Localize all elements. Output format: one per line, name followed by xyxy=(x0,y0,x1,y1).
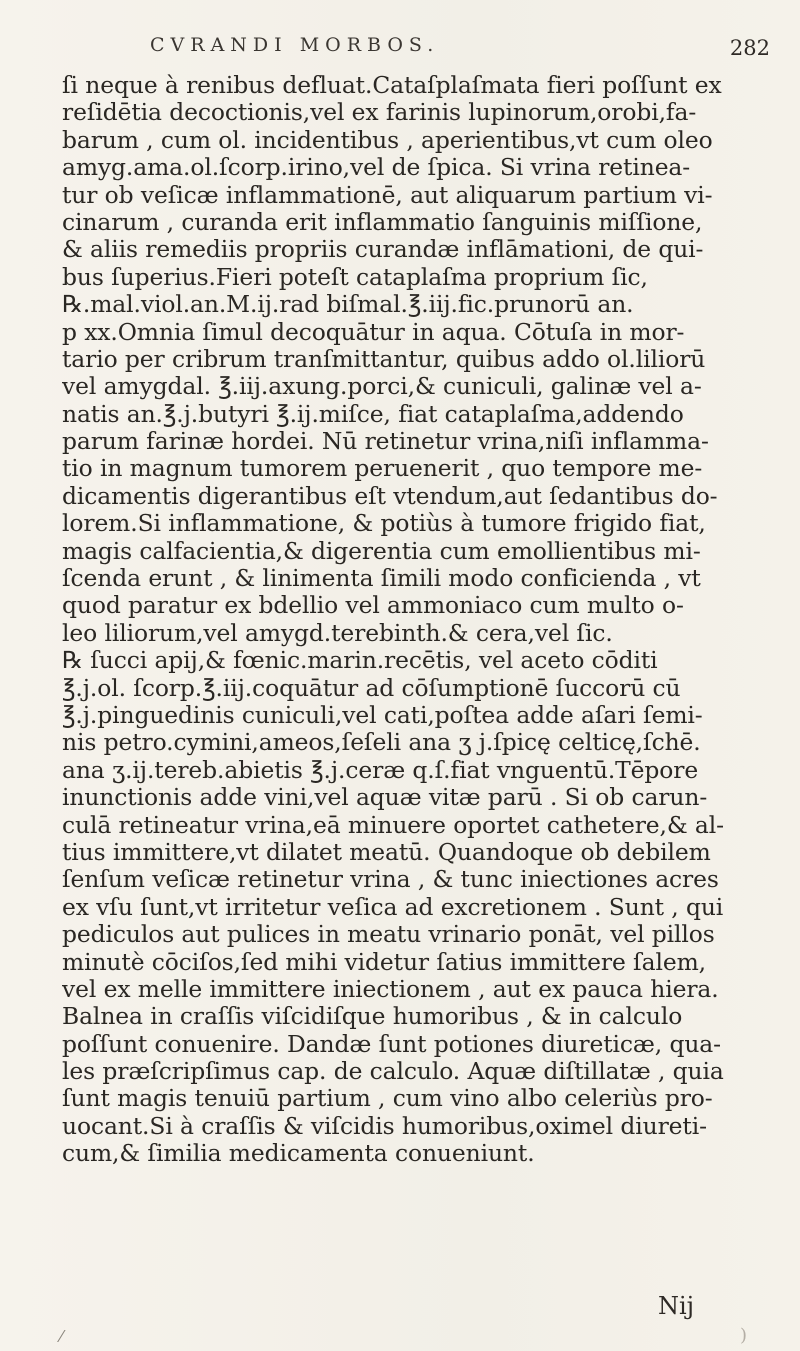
text-line: cinarum , curanda erit inflammatio ſanguinis miſſione, xyxy=(62,208,703,236)
text-line: pediculos aut pulices in meatu vrinario ponāt, vel pillos xyxy=(62,921,715,949)
text-line: magis calfacientia,& digerentia cum emollientibus mi- xyxy=(62,537,701,565)
page-number: 282 xyxy=(729,36,770,60)
text-line: barum , cum ol. incidentibus , aperientibus,vt cum oleo xyxy=(62,126,713,154)
body-text xyxy=(62,72,782,1168)
text-line: vel ex melle immittere iniectionem , aut ex pauca hiera. xyxy=(62,975,719,1003)
text-line: ex vſu ſunt,vt irritetur veſica ad excretionem . Sunt , qui xyxy=(62,893,724,921)
text-line: tario per cribrum tranſmittantur, quibus addo ol.liliorū xyxy=(62,345,706,373)
text-line: ana ʒ.ij.tereb.abietis ℥.j.ceræ q.ſ.fiat vnguentū.Tēpore xyxy=(62,756,699,784)
text-line: p xx.Omnia ſimul decoquātur in aqua. Cōtuſa in mor- xyxy=(62,318,685,346)
text-line: bus ſuperius.Fieri poteſt cataplaſma proprium ſic, xyxy=(62,263,648,291)
text-line: quod paratur ex bdellio vel ammoniaco cum multo o- xyxy=(62,592,684,620)
catchword: Nij xyxy=(658,1292,695,1320)
page-header xyxy=(150,28,770,68)
text-line: cum,& ſimilia medicamenta conueniunt. xyxy=(62,1140,535,1168)
text-line: & aliis remediis propriis curandæ inflāmationi, de qui- xyxy=(62,236,704,264)
text-line: ſenſum veſicæ retinetur vrina , & tunc iniectiones acres xyxy=(62,866,719,894)
text-line: leo liliorum,vel amygd.terebinth.& cera,vel ſic. xyxy=(62,619,613,647)
text-line: ſi neque à renibus defluat.Cataſplaſmata fieri poſſunt ex xyxy=(62,72,722,99)
stray-mark: ⁄ xyxy=(60,1327,63,1346)
text-line: ſunt magis tenuiū partium , cum vino albo celeriùs pro- xyxy=(62,1085,713,1113)
text-line: natis an.℥.j.butyri ℥.ij.miſce, fiat cataplaſma,addendo xyxy=(62,400,684,428)
text-line: minutè cōciſos,ſed mihi videtur ſatius immittere ſalem, xyxy=(62,948,707,976)
text-line: reſidētia decoctionis,vel ex farinis lupinorum,orobi,fa- xyxy=(62,99,697,127)
text-line: tius immittere,vt dilatet meatū. Quandoque ob debilem xyxy=(62,838,711,866)
text-line: culā retineatur vrina,eā minuere oportet cathetere,& al- xyxy=(62,811,724,839)
text-line: ℞.mal.viol.an.M.ij.rad biſmal.℥.iij.fic.prunorū an. xyxy=(62,291,634,319)
text-line: ſcenda erunt , & linimenta ſimili modo conficienda , vt xyxy=(62,565,701,593)
text-line: ℥.j.pinguedinis cuniculi,vel cati,poſtea adde aſari ſemi- xyxy=(62,701,703,729)
text-line: les præſcripſimus cap. de calculo. Aquæ diſtillatæ , quia xyxy=(62,1058,724,1086)
text-line: tur ob veſicæ inflammationē, aut aliquarum partium vi- xyxy=(62,181,713,209)
text-line: amyg.ama.ol.ſcorp.irino,vel de ſpica. Si vrina retinea- xyxy=(62,154,691,182)
text-line: dicamentis digerantibus eſt vtendum,aut ſedantibus do- xyxy=(62,482,718,510)
text-line: inunctionis adde vini,vel aquæ vitæ parū . Si ob carun- xyxy=(62,784,708,812)
text-line: parum farinæ hordei. Nū retinetur vrina,niſi inflamma- xyxy=(62,428,709,456)
text-line: lorem.Si inflammatione, & potiùs à tumore frigido fiat, xyxy=(62,510,706,538)
text-line: tio in magnum tumorem peruenerit , quo tempore me- xyxy=(62,455,703,483)
text-line: vel amygdal. ℥.iij.axung.porci,& cuniculi, galinæ vel a- xyxy=(62,373,702,401)
text-line: ℥.j.ol. ſcorp.℥.iij.coquātur ad cōſumptionē ſuccorū cū xyxy=(62,674,681,702)
text-line: poſſunt conuenire. Dandæ ſunt potiones diureticæ, qua- xyxy=(62,1030,721,1058)
text-line: nis petro.cymini,ameos,ſeſeli ana ʒ j.ſpicę celticę,ſchē. xyxy=(62,729,701,757)
running-head: CVRANDI MORBOS. xyxy=(150,34,440,56)
edge-mark: ) xyxy=(740,1325,748,1346)
text-line: Balnea in craſſis viſcidiſque humoribus , & in calculo xyxy=(62,1003,683,1031)
text-line: ℞ ſucci apij,& fœnic.marin.recētis, vel aceto cōditi xyxy=(62,647,658,675)
text-line: uocant.Si à craſſis & viſcidis humoribus,oximel diureti- xyxy=(62,1112,707,1140)
